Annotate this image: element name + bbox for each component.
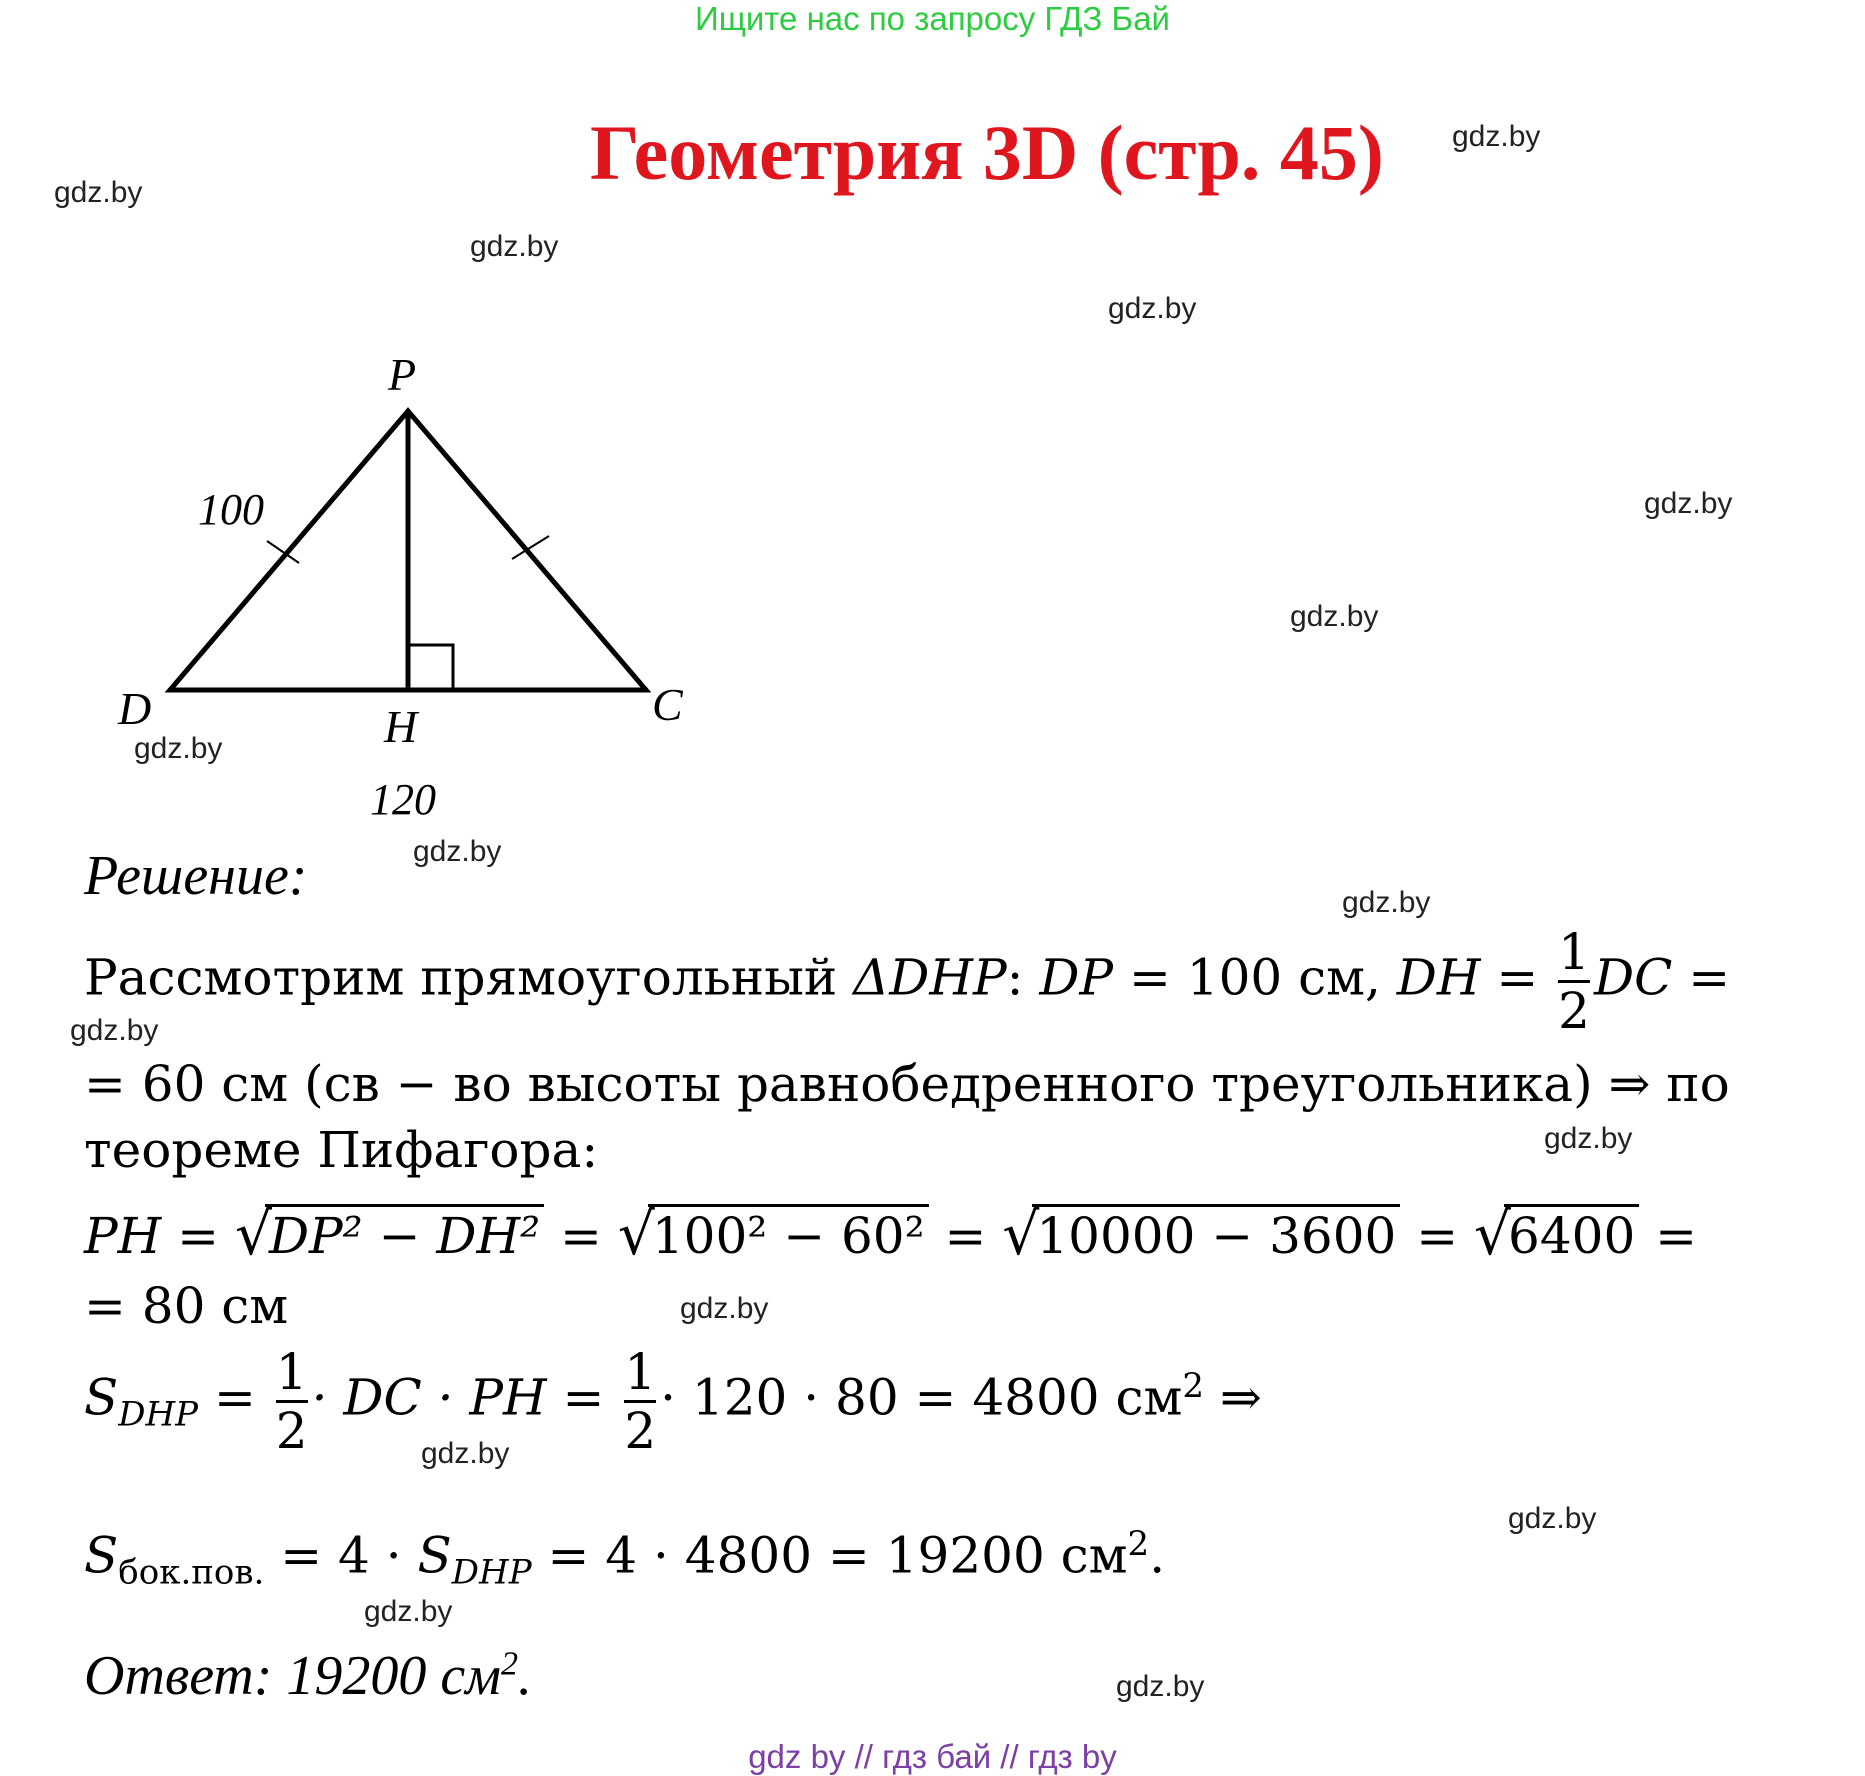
- page-title: Геометрия 3D (стр. 45): [590, 109, 1384, 196]
- answer-text: Ответ: 19200 см: [84, 1645, 501, 1707]
- fraction-half: [276, 1344, 308, 1459]
- area-subscript: DHP: [451, 1552, 532, 1593]
- watermark: gdz.by: [680, 1292, 769, 1325]
- watermark: gdz.by: [1116, 1670, 1205, 1703]
- watermark: gdz.by: [364, 1595, 453, 1628]
- area-symbol: S: [84, 1526, 119, 1585]
- watermark: gdz.by: [134, 732, 223, 765]
- answer: [84, 1644, 532, 1708]
- text: ⇒: [1204, 1368, 1262, 1427]
- solution-line-4: [84, 1206, 1697, 1266]
- watermark: gdz.by: [70, 1014, 159, 1047]
- vertex-label-p: P: [388, 349, 417, 400]
- fraction-numerator: 1: [624, 1343, 657, 1401]
- text: = 4 · 4800 = 19200 см: [531, 1526, 1128, 1585]
- vertex-label-d: D: [118, 683, 152, 734]
- radicand: 10000 − 3600: [1032, 1204, 1400, 1265]
- solution-line-2: = 60 см (св − во высоты равнобедренного треугольника) ⇒ по: [84, 1055, 1730, 1113]
- solution-line-5: = 80 см: [84, 1277, 289, 1335]
- text: =: [1480, 948, 1555, 1007]
- radicand: 6400: [1504, 1204, 1639, 1265]
- solution-line-3: теореме Пифагора:: [84, 1121, 599, 1179]
- triangle-figure: [0, 0, 760, 830]
- sqrt-expression: [1002, 1206, 1400, 1266]
- footer-links[interactable]: gdz by // гдз бай // гдз by: [748, 1738, 1117, 1775]
- vertex-label-h: H: [384, 701, 418, 752]
- text: · 120 · 80 = 4800 см: [660, 1368, 1183, 1427]
- watermark: gdz.by: [1452, 120, 1541, 153]
- text: =: [161, 1207, 235, 1265]
- fraction-half: [1558, 924, 1590, 1039]
- segment-dh: DH: [1396, 948, 1481, 1007]
- side-length-label: 100: [198, 485, 264, 534]
- watermark: gdz.by: [413, 835, 502, 868]
- area-symbol: S: [84, 1368, 119, 1427]
- sqrt-expression: [235, 1206, 544, 1266]
- fraction-denominator: 2: [275, 1402, 308, 1460]
- sqrt-expression: [618, 1206, 929, 1266]
- watermark: gdz.by: [1290, 600, 1379, 633]
- segment-dc: DC: [1593, 948, 1673, 1007]
- base-length-label: 120: [370, 775, 436, 824]
- search-banner: Ищите нас по запросу ГДЗ Бай: [695, 0, 1170, 37]
- solution-line-7: [84, 1514, 1165, 1603]
- radicand: 100² − 60²: [648, 1204, 929, 1265]
- text: =: [198, 1368, 272, 1427]
- text: Рассмотрим прямоугольный: [84, 948, 854, 1007]
- fraction-half: [624, 1344, 656, 1459]
- text: =: [544, 1207, 618, 1265]
- fraction-numerator: 1: [1558, 923, 1590, 981]
- text: =: [928, 1207, 1003, 1265]
- triangle-name: ΔDHP: [853, 948, 1007, 1007]
- watermark: gdz.by: [1644, 487, 1733, 520]
- area-symbol: S: [417, 1526, 452, 1585]
- radicand: DP² − DH²: [265, 1204, 544, 1265]
- text: =: [1639, 1207, 1698, 1265]
- sqrt-expression: [1474, 1206, 1639, 1266]
- text: = 100 см,: [1113, 948, 1397, 1007]
- exponent: 2: [1182, 1365, 1205, 1406]
- watermark: gdz.by: [470, 230, 559, 263]
- text: :: [1006, 948, 1040, 1007]
- fraction-numerator: 1: [275, 1343, 308, 1401]
- solution-line-1: [84, 924, 1730, 1039]
- text: =: [546, 1368, 621, 1427]
- segment-dp: DP: [1039, 948, 1114, 1007]
- area-subscript: бок.пов.: [118, 1552, 265, 1593]
- text: .: [518, 1645, 532, 1707]
- fraction-denominator: 2: [624, 1402, 657, 1460]
- text: =: [1672, 948, 1731, 1007]
- text: .: [1149, 1526, 1166, 1585]
- text: = 4 ·: [264, 1526, 418, 1585]
- text: =: [1400, 1207, 1475, 1265]
- watermark: gdz.by: [421, 1437, 510, 1470]
- area-subscript: DHP: [118, 1394, 199, 1435]
- vertex-label-c: C: [652, 679, 683, 730]
- watermark: gdz.by: [54, 176, 143, 209]
- fraction-denominator: 2: [1558, 982, 1590, 1040]
- exponent: 2: [501, 1645, 518, 1683]
- watermark: gdz.by: [1508, 1502, 1597, 1535]
- watermark: gdz.by: [1108, 292, 1197, 325]
- segment-ph: PH: [84, 1207, 162, 1265]
- watermark: gdz.by: [1342, 886, 1431, 919]
- right-angle-mark: [408, 645, 453, 690]
- solution-line-6: [84, 1344, 1262, 1459]
- exponent: 2: [1127, 1524, 1150, 1564]
- watermark: gdz.by: [1544, 1122, 1633, 1155]
- solution-heading: Решение:: [84, 845, 308, 907]
- text: · DC · PH: [311, 1368, 547, 1427]
